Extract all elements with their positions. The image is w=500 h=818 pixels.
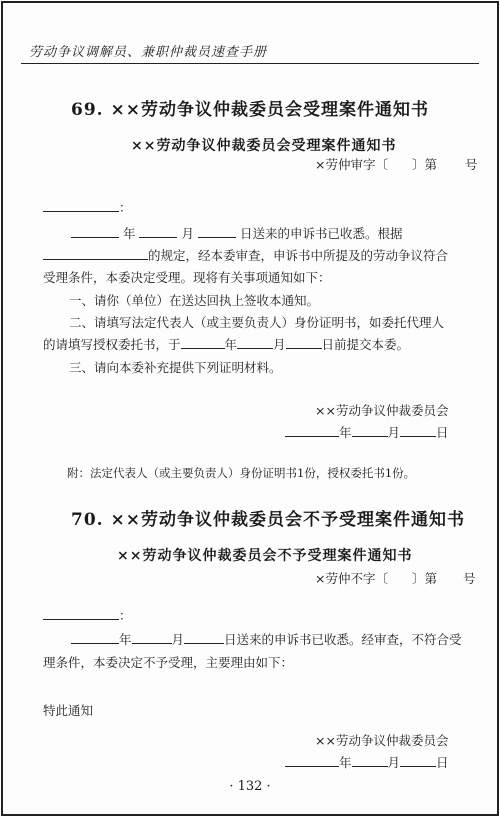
section-69-doc-title: ××劳动争议仲裁委员会受理案件通知书 — [131, 138, 397, 154]
section-70-reference-number — [315, 569, 476, 587]
section-69-date: 年 月 日 — [285, 423, 449, 441]
section-70-closing: 特此通知 — [43, 703, 94, 718]
section-69-item-2: 二、请填写法定代表人（或主要负责人）身份证明书，如委托代理人 — [69, 315, 445, 330]
page-number: · 132 · — [229, 779, 271, 794]
section-69-heading: 69. ××劳动争议仲裁委员会受理案件通知书 — [71, 100, 429, 120]
section-70-heading: 70. ××劳动争议仲裁委员会不予受理案件通知书 — [71, 510, 465, 530]
section-69-attachment-note: 附：法定代表人（或主要负责人）身份证明书1份，授权委托书1份。 — [67, 466, 416, 480]
reference-prefix: ×劳仲审字〔 — [315, 157, 388, 172]
book-page — [1, 1, 499, 816]
running-header: 劳动争议调解员、兼职仲裁员速查手册 — [29, 45, 268, 60]
section-70-paragraph-2: 理条件，本委决定不予受理，主要理由如下： — [43, 655, 294, 670]
section-69-item-2-cont: 的请填写授权委托书，于 年 月 日前提交本委。 — [43, 337, 410, 352]
addressee-blank — [43, 607, 119, 620]
section-69-paragraph-2: 的规定，经本委审查，申诉书中所提及的劳动争议符合 — [43, 246, 448, 264]
section-69-item-3: 三、请向本委补充提供下列证明材料。 — [69, 360, 282, 375]
section-69-paragraph-3: 受理条件，本委决定受理。现将有关事项通知如下： — [43, 270, 331, 285]
header-rule — [21, 63, 479, 64]
section-69-addressee: ： — [43, 198, 132, 216]
reference-mid: 〕第 — [411, 157, 437, 172]
reference-prefix: ×劳仲不字〔 — [315, 571, 388, 586]
reference-suffix: 号 — [463, 571, 476, 586]
addressee-blank — [43, 199, 119, 212]
section-70-date: 年 月 日 — [285, 753, 449, 771]
section-69-item-1: 一、请你（单位）在送达回执上签收本通知。 — [69, 293, 320, 308]
section-69-paragraph-1: 年 月 日送来的申诉书已收悉。根据 — [71, 224, 402, 242]
section-70-signer: ××劳动争议仲裁委员会 — [315, 733, 449, 748]
section-70-paragraph-1: 年 月 日送来的申诉书已收悉。经审查，不符合受 — [71, 630, 462, 648]
section-70-addressee: ： — [43, 606, 132, 624]
section-70-doc-title: ××劳动争议仲裁委员会不予受理案件通知书 — [117, 548, 413, 564]
section-69-reference-number — [315, 155, 478, 173]
reference-mid: 〕第 — [411, 571, 437, 586]
section-69-signer: ××劳动争议仲裁委员会 — [315, 403, 449, 418]
reference-suffix: 号 — [465, 157, 478, 172]
